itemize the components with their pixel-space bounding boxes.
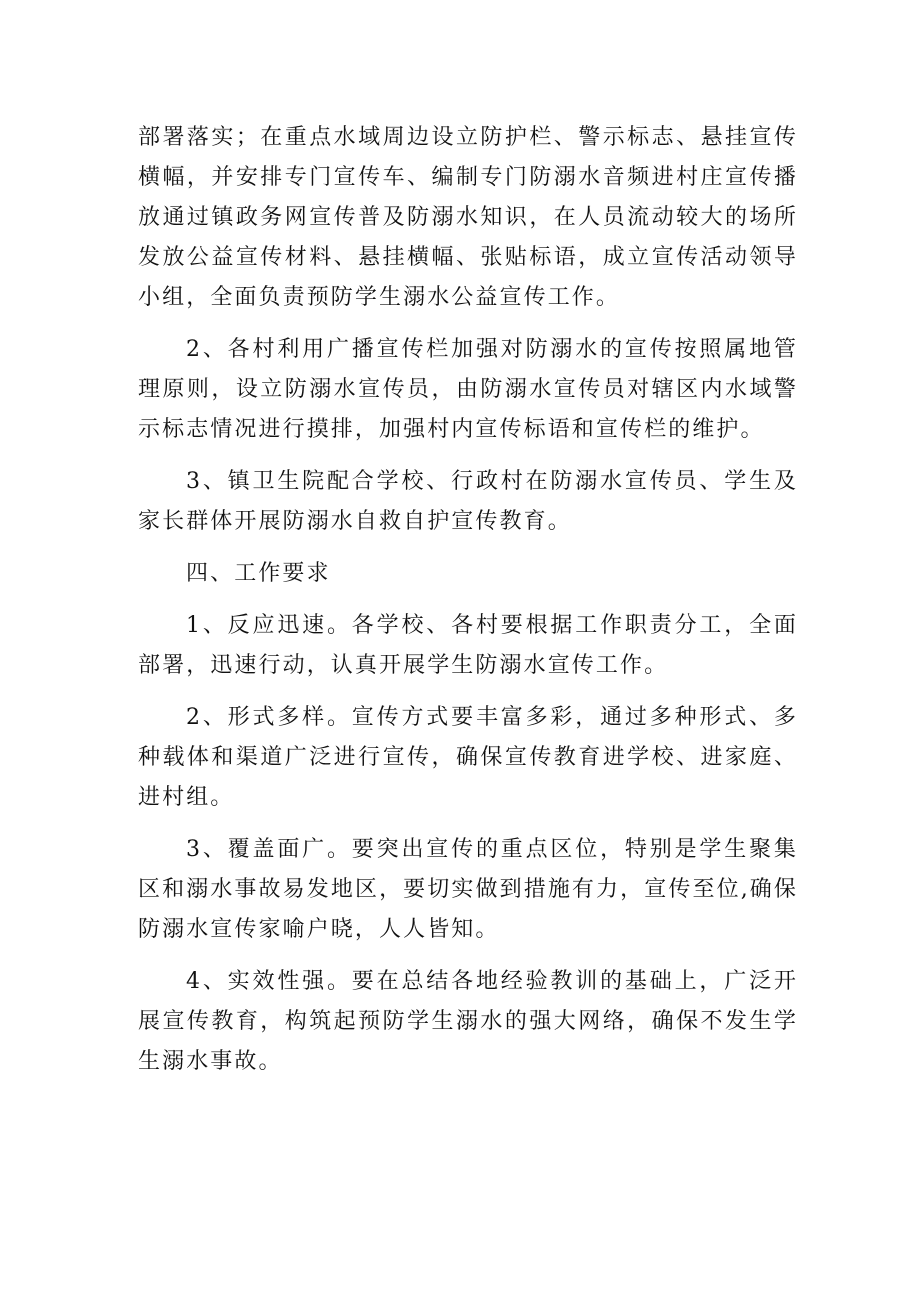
requirement-item-4: 4、实效性强。要在总结各地经验教训的基础上，广泛开展宣传教育，构筑起预防学生溺水的强大网络，确保不发生学生溺水事故。 — [138, 969, 798, 1074]
document-body — [138, 118, 798, 1082]
section-heading-work-requirements: 四、工作要求 — [186, 561, 331, 586]
paragraph-continuation: 部署落实；在重点水域周边设立防护栏、警示标志、悬挂宣传横幅，并安排专门宣传车、编制专门防溺水音频进村庄宣传播放通过镇政务网宣传普及防溺水知识，在人员流动较大的场所发放公益宣传材料、悬挂横幅、张贴标语，成立宣传活动领导小组，全面负责预防学生溺水公益宣传工作。 — [138, 125, 798, 310]
requirement-item-3: 3、覆盖面广。要突出宣传的重点区位，特别是学生聚集区和溺水事故易发地区，要切实做到措施有力，宣传至位,确保防溺水宣传家喻户晓，人人皆知。 — [138, 837, 798, 942]
requirement-item-2: 2、形式多样。宣传方式要丰富多彩，通过多种形式、多种载体和渠道广泛进行宣传，确保宣传教育进学校、进家庭、进村组。 — [138, 705, 798, 810]
paragraph-item-2: 2、各村利用广播宣传栏加强对防溺水的宣传按照属地管理原则，设立防溺水宣传员，由防溺水宣传员对辖区内水域警示标志情况进行摸排，加强村内宣传标语和宣传栏的维护。 — [138, 337, 798, 442]
paragraph-item-3: 3、镇卫生院配合学校、行政村在防溺水宣传员、学生及家长群体开展防溺水自救自护宣传教育。 — [138, 469, 798, 534]
requirement-item-1: 1、反应迅速。各学校、各村要根据工作职责分工，全面部署，迅速行动，认真开展学生防溺水宣传工作。 — [138, 613, 798, 678]
